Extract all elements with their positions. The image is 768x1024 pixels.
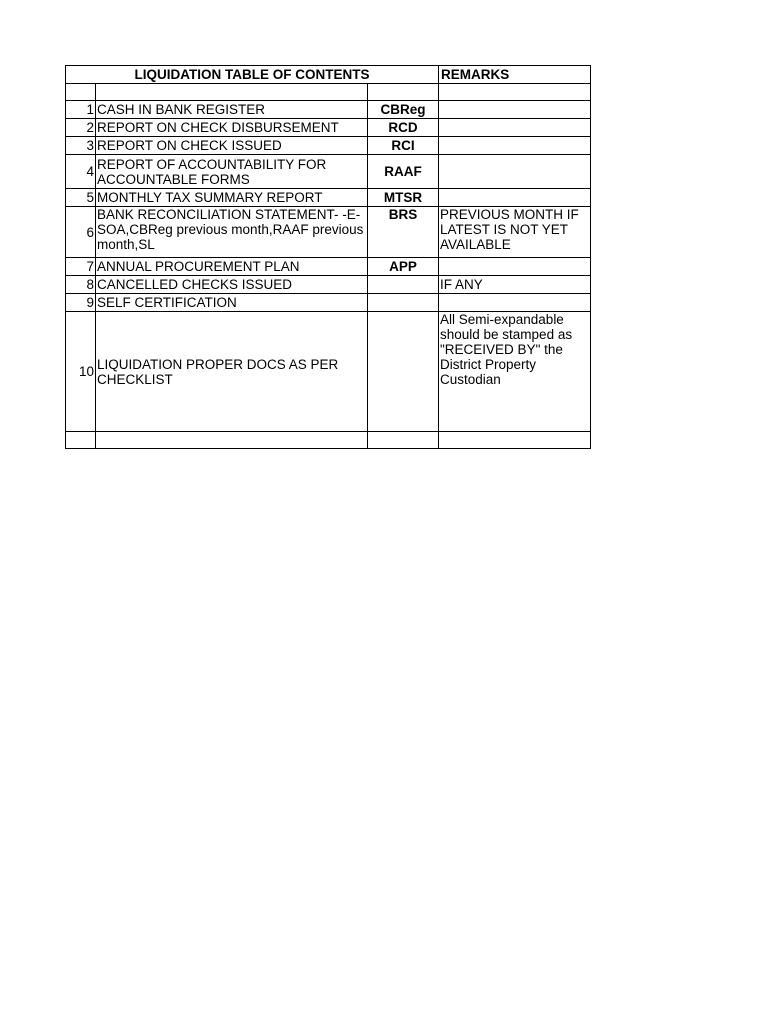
row-number: 2 — [66, 119, 96, 137]
row-remarks — [439, 155, 591, 189]
row-remarks — [439, 294, 591, 312]
table-title: LIQUIDATION TABLE OF CONTENTS — [66, 66, 439, 84]
table-row — [66, 276, 591, 294]
row-remarks: IF ANY — [439, 276, 591, 294]
row-number: 4 — [66, 155, 96, 189]
row-remarks — [439, 258, 591, 276]
blank-cell — [96, 432, 368, 449]
blank-cell — [368, 432, 439, 449]
row-number: 1 — [66, 101, 96, 119]
row-number: 9 — [66, 294, 96, 312]
blank-cell — [439, 84, 591, 101]
blank-cell — [368, 84, 439, 101]
table-row — [66, 189, 591, 207]
row-code — [368, 276, 439, 294]
row-remarks: PREVIOUS MONTH IF LATEST IS NOT YET AVAILABLE — [439, 207, 591, 258]
row-remarks — [439, 101, 591, 119]
header-row — [66, 66, 591, 84]
row-remarks: All Semi-expandable should be stamped as "RECEIVED BY" the District Property Custodian — [439, 312, 591, 432]
row-remarks — [439, 119, 591, 137]
row-description: REPORT ON CHECK ISSUED — [96, 137, 368, 155]
table-row — [66, 294, 591, 312]
row-code: RCI — [368, 137, 439, 155]
remarks-header: REMARKS — [439, 66, 591, 84]
blank-row — [66, 432, 591, 449]
blank-cell — [439, 432, 591, 449]
blank-row — [66, 84, 591, 101]
row-code: BRS — [368, 207, 439, 258]
row-code: RCD — [368, 119, 439, 137]
blank-cell — [66, 432, 96, 449]
row-code: MTSR — [368, 189, 439, 207]
table-row — [66, 119, 591, 137]
table-row — [66, 312, 591, 432]
table-row — [66, 137, 591, 155]
row-description: SELF CERTIFICATION — [96, 294, 368, 312]
row-number: 7 — [66, 258, 96, 276]
table-row — [66, 155, 591, 189]
row-number: 3 — [66, 137, 96, 155]
table-row — [66, 207, 591, 258]
blank-cell — [96, 84, 368, 101]
row-number: 8 — [66, 276, 96, 294]
table-row — [66, 258, 591, 276]
row-code — [368, 294, 439, 312]
row-number: 5 — [66, 189, 96, 207]
row-description: MONTHLY TAX SUMMARY REPORT — [96, 189, 368, 207]
row-description: REPORT ON CHECK DISBURSEMENT — [96, 119, 368, 137]
blank-cell — [66, 84, 96, 101]
row-code: CBReg — [368, 101, 439, 119]
row-description: CANCELLED CHECKS ISSUED — [96, 276, 368, 294]
row-description: CASH IN BANK REGISTER — [96, 101, 368, 119]
row-description: REPORT OF ACCOUNTABILITY FOR ACCOUNTABLE FORMS — [96, 155, 368, 189]
row-description: ANNUAL PROCUREMENT PLAN — [96, 258, 368, 276]
row-code: APP — [368, 258, 439, 276]
row-remarks — [439, 137, 591, 155]
row-description: LIQUIDATION PROPER DOCS AS PER CHECKLIST — [96, 312, 368, 432]
row-remarks — [439, 189, 591, 207]
row-code: RAAF — [368, 155, 439, 189]
row-code — [368, 312, 439, 432]
row-number: 10 — [66, 312, 96, 432]
row-description: BANK RECONCILIATION STATEMENT- -E-SOA,CBReg previous month,RAAF previous month,SL — [96, 207, 368, 258]
liquidation-table — [65, 65, 591, 449]
row-number: 6 — [66, 207, 96, 258]
table-row — [66, 101, 591, 119]
